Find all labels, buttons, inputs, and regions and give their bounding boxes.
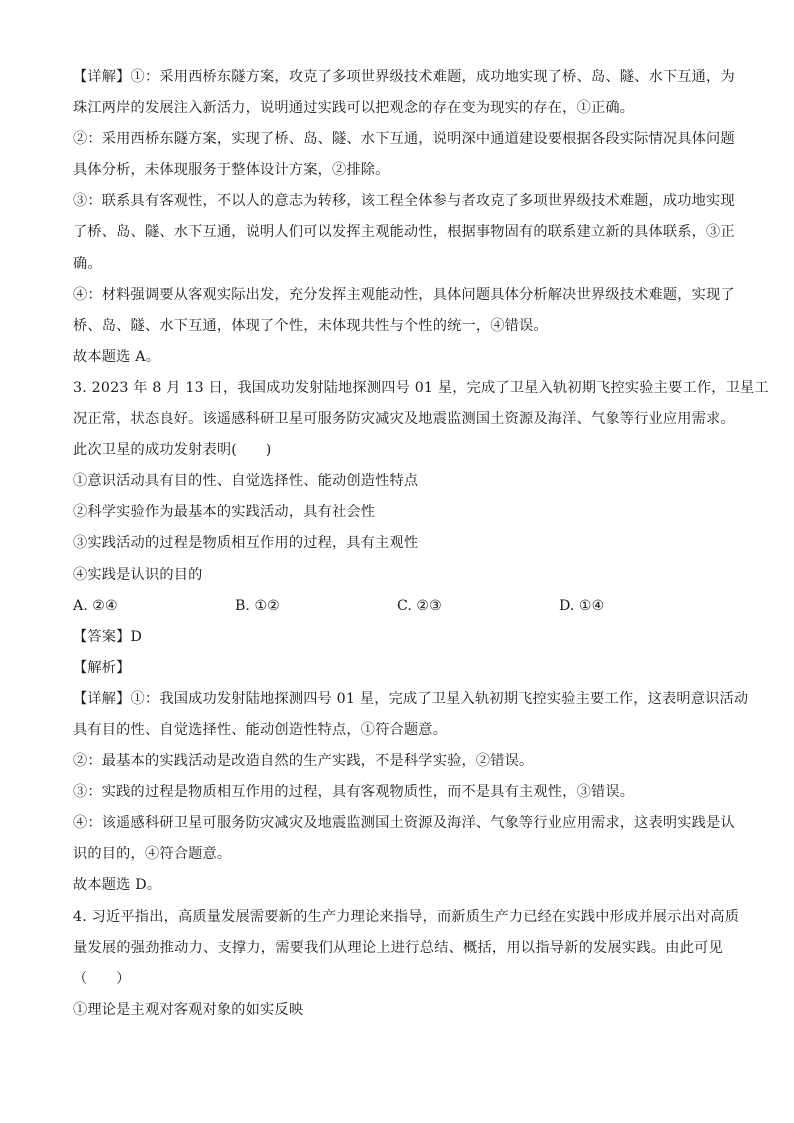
text-line: 珠江两岸的发展注入新活力，说明通过实践可以把观念的存在变为现实的存在，①正确。 bbox=[73, 100, 635, 117]
text-line: ④：材料强调要从客观实际出发，充分发挥主观能动性，具体问题具体分析解决世界级技术难题，实现了 bbox=[73, 286, 735, 303]
option-c: C. ②③ bbox=[397, 597, 442, 614]
text-line: 【详解】①：采用西桥东隧方案，攻克了多项世界级技术难题，成功地实现了桥、岛、隧、水下互通，为 bbox=[73, 69, 735, 85]
text-line: 了桥、岛、隧、水下互通，说明人们可以发挥主观能动性，根据事物固有的联系建立新的具体联系，③正 bbox=[73, 224, 735, 241]
option-d: D. ①④ bbox=[559, 597, 605, 614]
question-stem-line: 4. 习近平指出，高质量发展需要新的生产力理论来指导，而新质生产力已经在实践中形成并展示出对高质 bbox=[73, 908, 740, 925]
answer-label: 【答案】D bbox=[73, 628, 143, 645]
statement-item: ②科学实验作为最基本的实践活动，具有社会性 bbox=[73, 504, 376, 521]
question-stem-line: （ ） bbox=[73, 970, 131, 987]
text-line: ④：该遥感科研卫星可服务防灾减灾及地震监测国土资源及海洋、气象等行业应用需求，这表明实践是认 bbox=[73, 815, 735, 832]
question-stem-line: 3. 2023 年 8 月 13 日，我国成功发射陆地探测四号 01 星，完成了卫星入轨初期飞控实验主要工作，卫星工 bbox=[73, 379, 769, 396]
text-line: ②：采用西桥东隧方案，实现了桥、岛、隧、水下互通，说明深中通道建设要根据各段实际情况具体问题 bbox=[73, 131, 735, 148]
answer-conclusion: 故本题选 A。 bbox=[73, 348, 161, 365]
question-stem-line: 此次卫星的成功发射表明( ) bbox=[73, 442, 272, 459]
question-4 bbox=[73, 902, 740, 1026]
text-line: ③：联系具有客观性，不以人的意志为转移，该工程全体参与者攻克了多项世界级技术难题，成功地实现 bbox=[73, 193, 735, 210]
option-a: A. ②④ bbox=[73, 597, 118, 614]
page-content bbox=[73, 62, 769, 1026]
statement-item: ①理论是主观对客观对象的如实反映 bbox=[73, 1001, 304, 1018]
answer-options bbox=[73, 591, 723, 622]
text-line: ③：实践的过程是物质相互作用的过程，具有客观物质性，而不是具有主观性，③错误。 bbox=[73, 784, 635, 801]
statement-item: ④实践是认识的目的 bbox=[73, 566, 203, 583]
question-3 bbox=[73, 373, 769, 622]
statement-item: ③实践活动的过程是物质相互作用的过程，具有主观性 bbox=[73, 535, 419, 552]
text-line: 具有目的性、自觉选择性、能动创造性特点，①符合题意。 bbox=[73, 721, 448, 738]
q2-explanation bbox=[73, 62, 735, 373]
text-line: ②：最基本的实践活动是改造自然的生产实践，不是科学实验，②错误。 bbox=[73, 753, 534, 770]
text-line: 具体分析，未体现服务于整体设计方案，②排除。 bbox=[73, 162, 390, 179]
text-line: 识的目的，④符合题意。 bbox=[73, 846, 232, 863]
text-line: 桥、岛、隧、水下互通，体现了个性，未体现共性与个性的统一，④错误。 bbox=[73, 317, 548, 334]
answer-conclusion: 故本题选 D。 bbox=[73, 877, 162, 894]
analysis-label: 【解析】 bbox=[73, 659, 131, 676]
text-line: 确。 bbox=[73, 255, 102, 272]
statement-item: ①意识活动具有目的性、自觉选择性、能动创造性特点 bbox=[73, 473, 419, 490]
option-b: B. ①② bbox=[235, 597, 280, 614]
q3-analysis bbox=[73, 622, 749, 902]
text-line: 【详解】①：我国成功发射陆地探测四号 01 星，完成了卫星入轨初期飞控实验主要工作，这表明意识活动 bbox=[73, 690, 749, 707]
question-stem-line: 量发展的强劲推动力、支撑力，需要我们从理论上进行总结、概括，用以指导新的发展实践。由此可见 bbox=[73, 939, 723, 956]
question-stem-line: 况正常，状态良好。该遥感科研卫星可服务防灾减灾及地震监测国土资源及海洋、气象等行业应用需求。 bbox=[73, 411, 735, 428]
